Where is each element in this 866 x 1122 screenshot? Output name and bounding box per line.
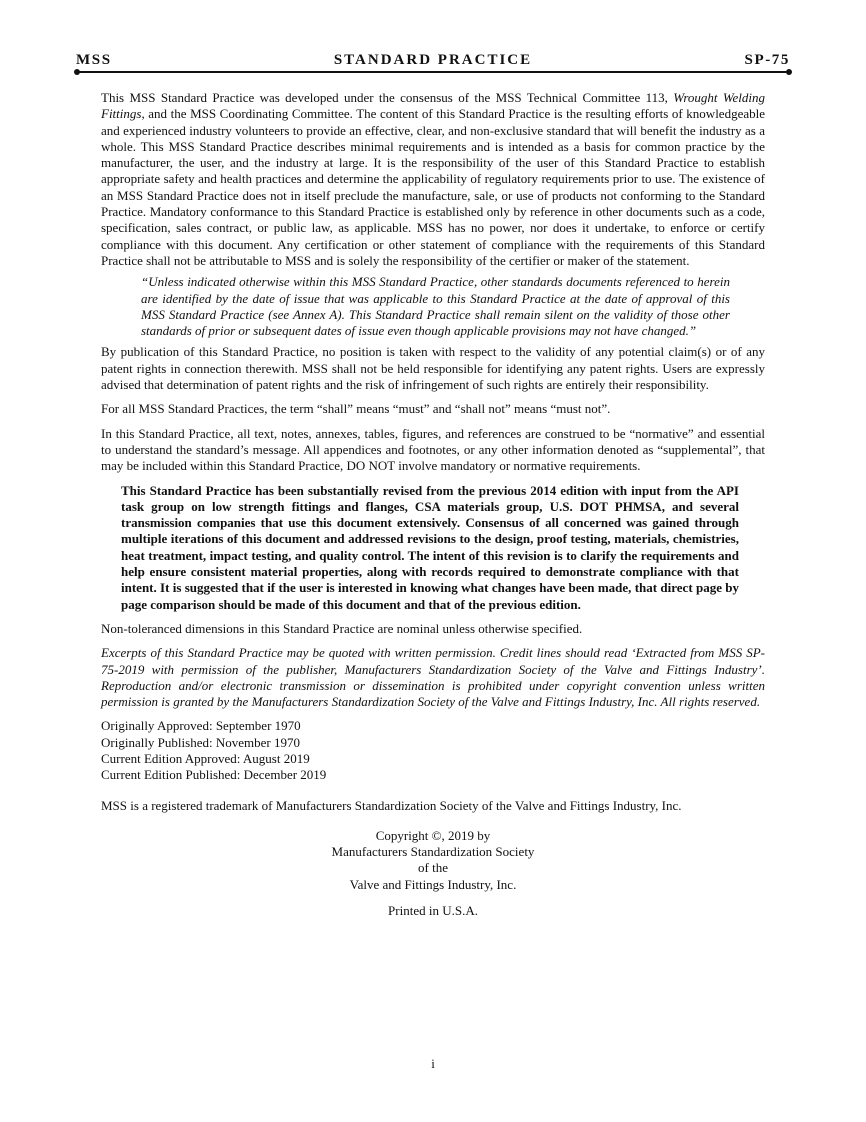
referenced-standards-quote: “Unless indicated otherwise within this MSS Standard Practice, other standards documents referenced to herein are identified by the date of issue that was applicable to this Standard Practice at the date of approval of this MSS Standard Practice (see Annex A). This Standard Practice shall remain silent on the validity of those other standards of prior or subsequent dates of issue even though applicable provisions may not have changed.”: [141, 274, 730, 339]
copyright-line: of the: [418, 860, 448, 876]
date-line: Current Edition Published: December 2019: [101, 767, 327, 783]
normative-paragraph: In this Standard Practice, all text, notes, annexes, tables, figures, and references are construed to be “normative” and essential to understand the standard’s message. All appendices and footnotes, or any other information denoted as “supplemental”, that may be included within this Standard Practice, DO NOT involve mandatory or normative requirements.: [101, 425, 765, 474]
shall-definition-paragraph: For all MSS Standard Practices, the term “shall” means “must” and “shall not” means “must not”.: [101, 401, 611, 417]
header-title: STANDARD PRACTICE: [333, 52, 533, 68]
header-rule: [76, 71, 790, 73]
date-line: Originally Approved: September 1970: [101, 718, 301, 734]
consensus-text-a: This MSS Standard Practice was developed under the consensus of the MSS Technical Committee 113,: [101, 90, 674, 105]
copyright-line: Valve and Fittings Industry, Inc.: [349, 876, 517, 892]
date-line: Current Edition Approved: August 2019: [101, 750, 310, 766]
revision-notice: This Standard Practice has been substantially revised from the previous 2014 edition with input from the API task group on low strength fittings and flanges, CSA materials group, U.S. DOT PHMSA, and several transmission companies that use this document extensively. Consensus of all concerned was gained through multiple iterations of this document and addressed revisions to the design, proof testing, materials, chemistries, heat treatment, impact testing, and quality control. The intent of this revision is to clarify the requirements and help ensure consistent material properties, along with records required to demonstrate compliance with that intent. It is suggested that if the user is interested in knowing what changes have been made, that direct page by page comparison should be made of this document and that of the previous edition.: [121, 482, 739, 612]
consensus-paragraph: [101, 90, 765, 269]
date-line: Originally Published: November 1970: [101, 734, 300, 750]
page-header: [76, 52, 790, 72]
committee-name: Wrought Welding Fittings: [101, 90, 765, 122]
tolerance-paragraph: Non-toleranced dimensions in this Standard Practice are nominal unless otherwise specified.: [101, 620, 583, 636]
header-doc-number: SP-75: [744, 52, 790, 68]
edition-dates: [101, 718, 765, 783]
printed-in: Printed in U.S.A.: [388, 903, 478, 919]
consensus-text-b: , and the MSS Coordinating Committee. The content of this Standard Practice is the resulting efforts of knowledgeable and experienced industry volunteers to provide an effective, clear, and non-exclusive standard that will benefit the industry as a whole. This MSS Standard Practice describes minimal requirements and is intended as a basis for common practice by the manufacturer, the user, and the industry at large. It is the responsibility of the user of this Standard Practice to establish appropriate safety and health practices and determine the applicability of regulatory requirements prior to use. The existence of an MSS Standard Practice does not in itself preclude the manufacture, sale, or use of products not conforming to the Standard Practice. Mandatory conformance to this Standard Practice is established only by reference in other documents such as a code, specification, sales contract, or public law, as applicable. MSS has no power, nor does it undertake, to enforce or certify compliance with this document. Any certification or other statement of compliance with the requirements of this Standard Practice shall not be attributable to MSS and is solely the responsibility of the certifier or maker of the statement.: [101, 106, 765, 268]
page-body: [101, 90, 765, 919]
copyright-line: Copyright ©, 2019 by: [375, 827, 491, 843]
trademark-statement: MSS is a registered trademark of Manufacturers Standardization Society of the Valve and Fittings Industry, Inc.: [101, 797, 682, 813]
rule-end-left: [74, 69, 80, 75]
copyright-line: Manufacturers Standardization Society: [331, 844, 535, 860]
excerpt-permission: Excerpts of this Standard Practice may be quoted with written permission. Credit lines should read ‘Extracted from MSS SP-75-2019 with permission of the publisher, Manufacturers Standardization Society of the Valve and Fittings Industry’. Reproduction and/or electronic transmission or dissemination is prohibited under copyright convention unless written permission is granted by the Manufacturers Standardization Society of the Valve and Fittings Industry, Inc. All rights reserved.: [101, 645, 765, 710]
copyright-block: [101, 828, 765, 893]
patent-paragraph: By publication of this Standard Practice, no position is taken with respect to the validity of any potential claim(s) or of any patent rights in connection therewith. MSS shall not be held responsible for identifying any patent rights. Users are expressly advised that determination of patent rights and the risk of infringement of such rights are entirely their responsibility.: [101, 344, 765, 393]
header-org: MSS: [76, 52, 112, 68]
rule-end-right: [786, 69, 792, 75]
page-number: i: [431, 1056, 435, 1071]
